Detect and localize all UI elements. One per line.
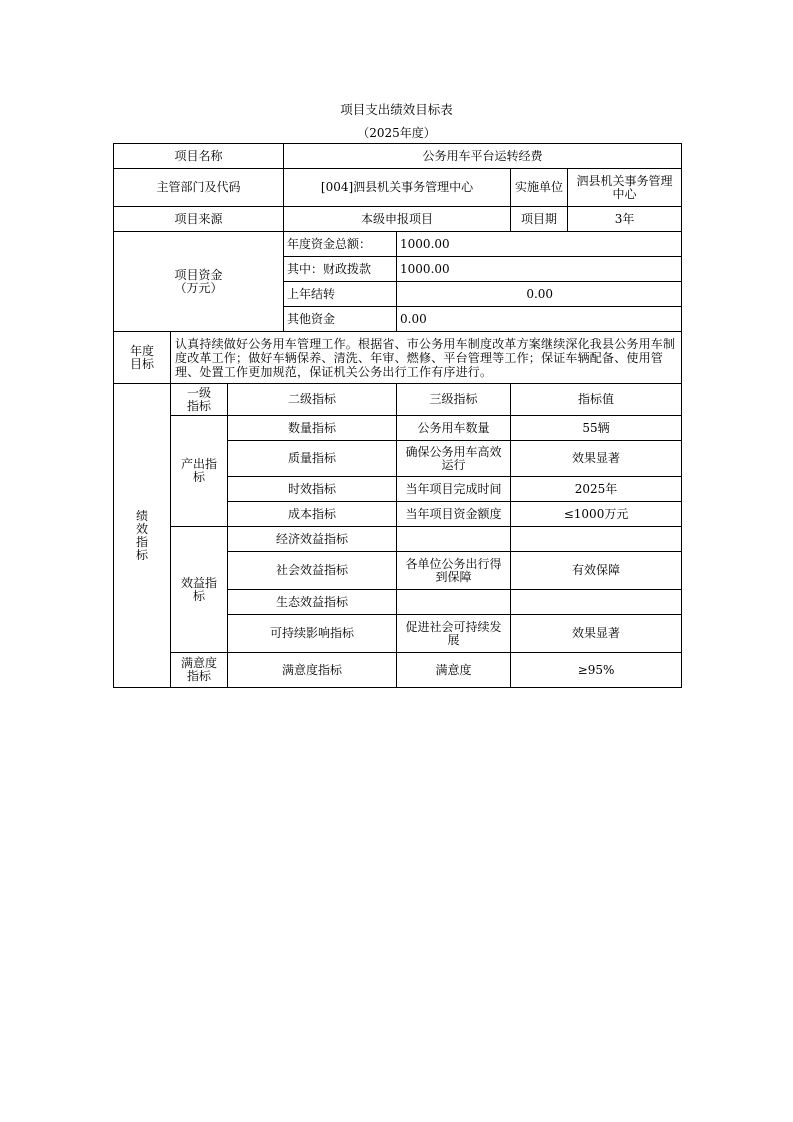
funds-other-label: 其他资金 [284, 307, 397, 332]
project-source-row [114, 207, 682, 232]
level3-cell [397, 590, 511, 615]
output-indicator-label [171, 416, 228, 527]
performance-target-table [113, 143, 682, 688]
project-funds-label [114, 232, 284, 332]
funds-carryover-label: 上年结转 [284, 282, 397, 307]
document-title: 项目支出绩效目标表 [340, 102, 453, 117]
implementing-unit-value: 泗县机关事务管理中心 [568, 169, 682, 207]
funds-other-value: 0.00 [397, 307, 682, 332]
project-name-label: 项目名称 [114, 144, 284, 169]
satisfaction-indicator-label-line2: 指标 [186, 669, 211, 683]
table-row [114, 527, 682, 552]
benefit-indicator-label-line2: 标 [192, 588, 205, 603]
funds-total-label: 年度资金总额： [284, 232, 397, 257]
output-indicator-label-line2: 标 [192, 470, 205, 484]
level2-cell: 可持续影响指标 [228, 615, 397, 653]
funds-total-value: 1000.00 [397, 232, 682, 257]
annual-goal-row [114, 332, 682, 384]
value-cell: ≤1000万元 [511, 502, 682, 527]
table-row [114, 653, 682, 688]
department-row [114, 169, 682, 207]
department-label: 主管部门及代码 [114, 169, 284, 207]
implementing-unit-label: 实施单位 [511, 169, 568, 207]
annual-goal-label [114, 332, 171, 384]
level2-cell: 质量指标 [228, 441, 397, 477]
indicator-header-row [114, 384, 682, 416]
annual-goal-label-line1: 年度 [129, 343, 154, 358]
annual-goal-text: 认真持续做好公务用车管理工作。根据省、市公务用车制度改革方案继续深化我县公务用车制度改革工作；做好车辆保养、清洗、年审、燃修、平台管理等工作；保证车辆配备、使用管理、处置工作更加规范，保证机关公务出行工作有序进行。 [171, 332, 682, 384]
value-cell [511, 590, 682, 615]
level3-cell: 满意度 [397, 653, 511, 688]
project-name-value: 公务用车平台运转经费 [284, 144, 682, 169]
level3-cell: 当年项目资金额度 [397, 502, 511, 527]
level2-cell: 成本指标 [228, 502, 397, 527]
level3-cell [397, 527, 511, 552]
value-cell: 效果显著 [511, 441, 682, 477]
project-period-label: 项目期 [511, 207, 568, 232]
level2-cell: 满意度指标 [228, 653, 397, 688]
satisfaction-indicator-label-line1: 满意度 [180, 656, 217, 670]
funds-fiscal-label: 其中：财政拨款 [284, 257, 397, 282]
project-source-value: 本级申报项目 [284, 207, 511, 232]
value-cell: 2025年 [511, 477, 682, 502]
section-char: 指 [135, 534, 148, 549]
indicator-value-header: 指标值 [511, 384, 682, 416]
value-cell: 效果显著 [511, 615, 682, 653]
level2-header: 二级指标 [228, 384, 397, 416]
value-cell: ≥95% [511, 653, 682, 688]
level3-cell [397, 552, 511, 590]
project-source-label: 项目来源 [114, 207, 284, 232]
level2-cell: 生态效益指标 [228, 590, 397, 615]
benefit-indicator-label-line1: 效益指 [180, 575, 217, 590]
annual-goal-label-line2: 目标 [129, 356, 154, 371]
section-char: 标 [135, 547, 148, 562]
project-funds-label-line1: 项目资金 [174, 267, 223, 282]
level1-header-line1: 一级 [186, 385, 211, 400]
output-indicator-label-line1: 产出指 [180, 457, 217, 471]
project-name-row [114, 144, 682, 169]
level3-cell: 当年项目完成时间 [397, 477, 511, 502]
value-cell: 55辆 [511, 416, 682, 441]
satisfaction-indicator-label [171, 653, 228, 688]
performance-indicators-label [114, 384, 171, 688]
level1-header [171, 384, 228, 416]
level3-line1: 各单位公务出行得 [405, 556, 502, 571]
level3-line2: 展 [447, 632, 460, 647]
level3-line1: 确保公务用车高效 [405, 444, 502, 459]
level1-header-line2: 指标 [186, 398, 211, 413]
level3-line1: 促进社会可持续发 [405, 619, 502, 634]
benefit-indicator-label [171, 527, 228, 653]
value-cell: 有效保障 [511, 552, 682, 590]
level2-cell: 时效指标 [228, 477, 397, 502]
project-period-value: 3年 [568, 207, 682, 232]
level3-header: 三级指标 [397, 384, 511, 416]
section-char: 绩 [135, 508, 148, 523]
table-row [114, 416, 682, 441]
funds-carryover-value: 0.00 [397, 282, 682, 307]
value-cell [511, 527, 682, 552]
level3-cell: 公务用车数量 [397, 416, 511, 441]
level3-cell [397, 441, 511, 477]
level2-cell: 数量指标 [228, 416, 397, 441]
funds-row [114, 232, 682, 257]
funds-fiscal-value: 1000.00 [397, 257, 682, 282]
section-char: 效 [135, 521, 148, 536]
level2-cell: 社会效益指标 [228, 552, 397, 590]
department-value: [004]泗县机关事务管理中心 [284, 169, 511, 207]
project-funds-label-line2: （万元） [174, 280, 223, 295]
level2-cell: 经济效益指标 [228, 527, 397, 552]
level3-cell [397, 615, 511, 653]
document-subtitle: （2025年度） [357, 126, 436, 140]
level3-line2: 到保障 [435, 569, 472, 584]
level3-line2: 运行 [441, 457, 466, 472]
